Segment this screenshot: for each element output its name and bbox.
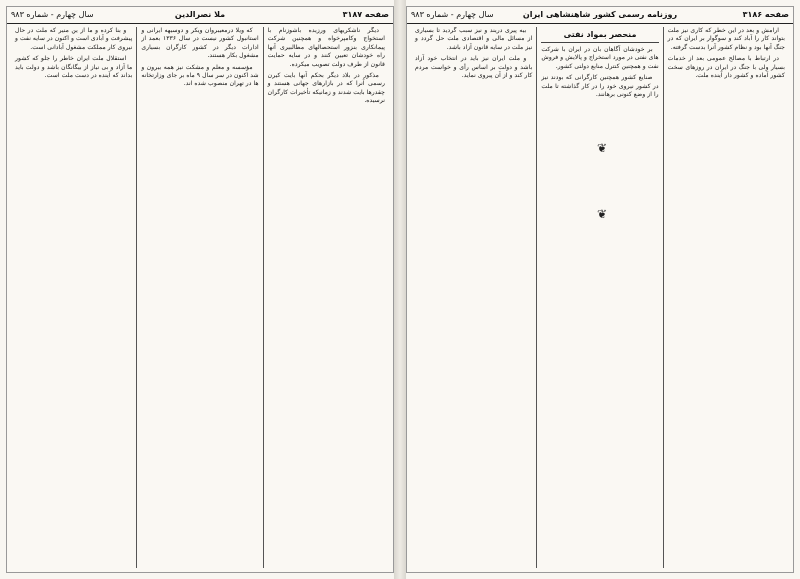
paragraph: آرامش و بعد در این خطر که کاری نیز ملت بتواند کار را آباد کند و سوگوار بر ایران که در جنگ آنها بود و نظام کشور آنرا بدست گرفته. <box>667 27 785 51</box>
right-running-title: روزنامه رسمی کشور شاهنشاهی ایران <box>522 10 678 19</box>
paragraph: استقلال ملت ایران خاطر را جلو که کشور ما آزاد و بی نیاز از بیگانگان باشد و دولت باید بداند که آینده در دست ملت است. <box>15 55 133 80</box>
right-column-1 <box>663 27 789 568</box>
right-column-3 <box>411 27 536 568</box>
left-columns <box>11 27 389 568</box>
paragraph: که ویلا درمعیبروان ویکر و دوسیهه ایرانی و استانبول کشور نیست در سال ۱۳۳۶ بعمد از ادارات دیگر در کشور کارگران بسیاری مشغول بکار هستند. <box>141 27 259 60</box>
left-column-3 <box>11 27 136 568</box>
left-column-2 <box>136 27 262 568</box>
right-column-2 <box>536 27 662 568</box>
right-page-number: صفحه ۳۱۸۶ <box>742 10 789 19</box>
paragraph: صنایع کشور همچنین کارگرانی که بودند نیز در کشور نیروی خود را در کار گذاشته تا ملت را از وضع کنونی برهانند. <box>541 74 659 99</box>
right-page <box>406 6 794 573</box>
left-page <box>6 6 394 573</box>
paragraph: بیه پیری دریند و نیز سبب گردید تا بسیاری از مسائل مالی و اقتصادی ملت حل گردد و نیز ملت در سایه قانون آزاد باشد. <box>415 27 533 51</box>
divider-ornament-icon: ❦ <box>597 141 608 155</box>
divider-ornament-icon: ❦ <box>597 207 608 221</box>
paragraph: و بنا کرده و ما از ین منیر که ملت در حال پیشرفت و آبادی است و اکنون در سایه نفت و نیروی کار مملکت مشغول آبادانی است. <box>15 27 133 51</box>
left-issue-line: سال چهارم - شماره ۹۸۳ <box>11 10 94 19</box>
paragraph: بر خودشان آگاهان بان در ایران با شرکت های نفتی در مورد استخراج و پالایش و فروش نفت و همچنین کنترل منابع دولتی کشور. <box>541 46 659 70</box>
paragraph: و ملت ایران نیز باید در انتخاب خود آزاد باشد و دولت بر اساس رأی و خواست مردم کار کند و از آن پیروی نماید. <box>415 55 533 80</box>
left-page-number: صفحه ۳۱۸۷ <box>342 10 389 19</box>
left-column-1 <box>263 27 389 568</box>
paragraph: دیگر ناشکریهای ورزیده باشوزنام با استخواج وکامپرخواه و همچنین شرکت پیمانکاری بنزور استحصالهای مطالبیری آنها راه خودشان تعیین کنند و در سایه حمایت قانون از طرف دولت تصویب میکرده. <box>267 27 385 68</box>
paragraph: در ارتباط با مصالح عمومی بعد از خدمات بسیار ولی با جنگ در ایران در روزهای سخت کشور آماده و کشور دار آینده ملت. <box>667 55 785 80</box>
left-running-head <box>7 7 393 24</box>
paragraph: مذکور در بلاد دیگر بحکم آنها بایت کیرن رسمی آنرا که در بازارهای جهانی هستند و چقدرها بایت شدند و زمانیکه تأخیرات کارگران نرسیده. <box>267 72 385 105</box>
right-issue-line: سال چهارم - شماره ۹۸۳ <box>411 10 494 19</box>
section-heading: منحصر بمواد نفتی <box>541 29 658 43</box>
paragraph: مؤسسه و معلم و مشکت نیز همه بیرون و شد اکنون در سر سال ۹ ماه بر جای وزارتخانه ها در تهران منصوب شده اند. <box>141 63 259 88</box>
left-running-title: ملا نصرالدین <box>174 10 226 19</box>
right-columns <box>411 27 789 568</box>
right-running-head <box>407 7 793 24</box>
book-gutter <box>394 0 406 579</box>
